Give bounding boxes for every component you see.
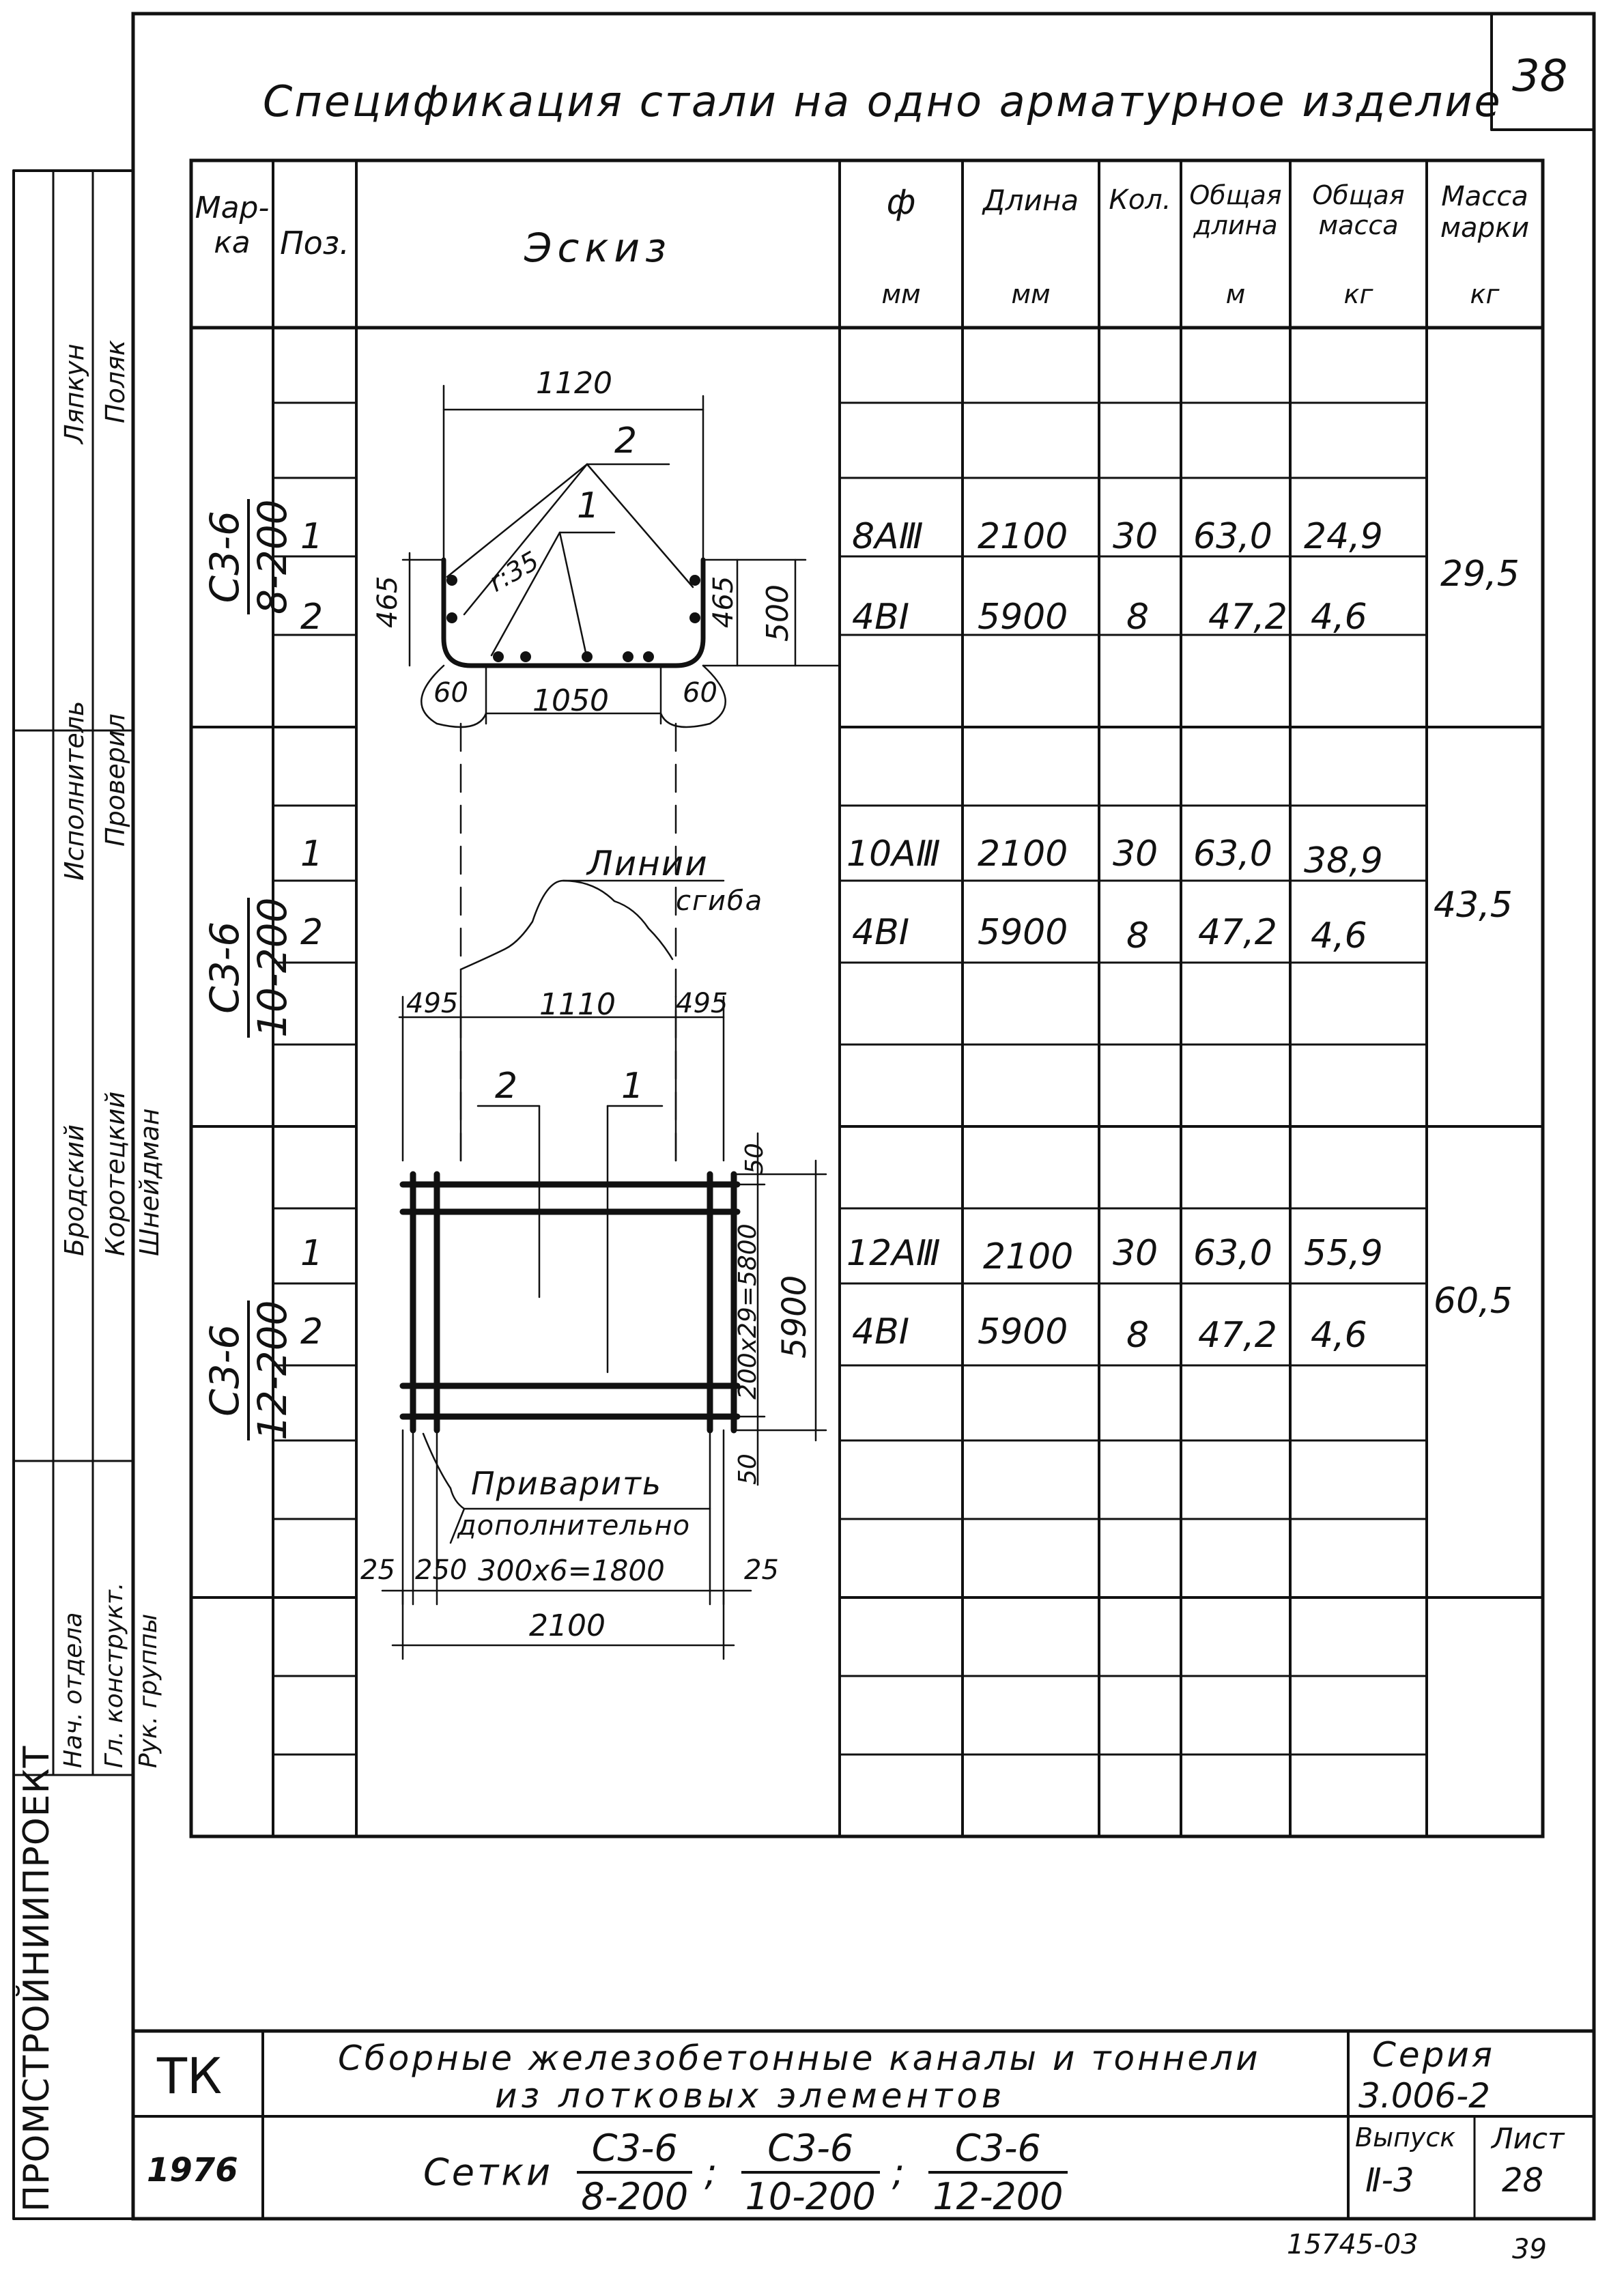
total-mass-cell: 4,6 <box>1311 915 1367 956</box>
total-mass-cell: 38,9 <box>1304 840 1383 881</box>
pos-cell: 1 <box>300 834 324 875</box>
diam-cell: 4ВI <box>852 597 910 638</box>
dim-2100: 2100 <box>529 1608 606 1643</box>
stamp-name-5: Поляк <box>100 340 130 423</box>
sheet-title: Сетки $\frac{С3-6}{8-200}$ ; $\frac{С3-6}{10-200}$ ; $\frac{С3-6}{12-200}$ <box>423 2127 1080 2218</box>
mark-bottom: 12-200 <box>249 1300 296 1440</box>
item-label: Сетки <box>423 2150 554 2194</box>
diam-cell: 8АⅢ <box>852 516 924 557</box>
header-length: Длина <box>982 184 1079 217</box>
dim-495-left: 495 <box>406 988 459 1019</box>
total-length-cell: 47,2 <box>1198 912 1277 953</box>
dim-60-left: 60 <box>433 677 468 709</box>
stamp-name-1: Бродский <box>59 1124 89 1256</box>
header-mark-mass: Масса марки <box>1440 181 1530 244</box>
mark-top: С3-6 <box>205 499 250 614</box>
total-length-cell: 63,0 <box>1193 1233 1272 1274</box>
radius-label: r:35 <box>483 545 544 598</box>
header-qty: Кол. <box>1109 184 1171 216</box>
mark-mass-cell: 43,5 <box>1434 885 1513 926</box>
year: 1976 <box>147 2151 238 2189</box>
header-total-length: Общая длина <box>1189 180 1282 240</box>
footer-page: 39 <box>1512 2234 1547 2265</box>
header-total-mass: Общая масса <box>1312 180 1405 240</box>
weld-note-1: Приварить <box>471 1465 662 1502</box>
f3-top: С3-6 <box>928 2127 1067 2174</box>
f1-bottom: 8-200 <box>581 2175 689 2218</box>
header-diam-unit: мм <box>881 279 921 309</box>
mark-mass-cell: 60,5 <box>1434 1281 1513 1322</box>
org-name: ПРОМСТРОЙНИИПРОЕКТ <box>16 1745 57 2212</box>
bend-lines-label-2: сгиба <box>676 885 764 917</box>
f2-top: С3-6 <box>741 2127 880 2174</box>
diam-cell: 12АⅢ <box>846 1233 941 1274</box>
label-1: 1 <box>577 485 600 526</box>
dim-5900: 5900 <box>775 1275 814 1359</box>
dim-300x6: 300x6=1800 <box>478 1554 665 1587</box>
bend-lines-label: Линии <box>587 844 709 883</box>
mark-top: С3-6 <box>205 898 250 1038</box>
page-number: 38 <box>1512 51 1568 102</box>
stamp-role-3: Рук. группы <box>134 1613 162 1768</box>
dim-1120: 1120 <box>536 366 612 401</box>
dim-25-right: 25 <box>744 1554 779 1586</box>
issue-value: Ⅱ-3 <box>1365 2161 1414 2200</box>
total-mass-cell: 24,9 <box>1304 516 1383 557</box>
dim-50-bottom: 50 <box>734 1453 762 1485</box>
header-length-unit: мм <box>1011 279 1051 309</box>
pos-cell: 1 <box>300 516 324 557</box>
qty-cell: 30 <box>1113 516 1158 557</box>
org-code: ТК <box>157 2047 223 2105</box>
pos-cell: 1 <box>300 1233 324 1274</box>
header-mark-mass-unit: кг <box>1470 279 1500 309</box>
fraction-2 <box>741 2127 880 2218</box>
fraction-1 <box>577 2127 692 2218</box>
total-length-cell: 63,0 <box>1193 834 1272 875</box>
mark-bottom: 8-200 <box>249 499 296 614</box>
stamp-role-2: Гл. конструкт. <box>100 1582 128 1768</box>
stamp-role-checked: Проверил <box>100 713 130 847</box>
weld-note-2: дополнительно <box>457 1510 691 1542</box>
sheet-label: Лист <box>1492 2122 1565 2155</box>
dim-500: 500 <box>760 584 795 642</box>
sheet-value: 28 <box>1502 2161 1544 2200</box>
dim-465-right: 465 <box>708 576 739 628</box>
length-cell: 5900 <box>978 1311 1068 1352</box>
label-2: 2 <box>614 421 638 461</box>
dim-25-left: 25 <box>360 1554 395 1586</box>
page-title: Спецификация стали на одно арматурное изделие <box>263 76 1502 126</box>
header-total-mass-unit: кг <box>1343 279 1373 309</box>
plan-label-2: 2 <box>495 1066 518 1107</box>
qty-cell: 8 <box>1126 915 1150 956</box>
series-value: 3.006-2 <box>1358 2076 1490 2116</box>
plan-label-1: 1 <box>621 1066 644 1107</box>
project-title-line-2: из лотковых элементов <box>495 2076 1006 2116</box>
pos-cell: 2 <box>300 597 324 638</box>
header-diam: ф <box>886 182 916 222</box>
total-length-cell: 47,2 <box>1208 597 1287 638</box>
diam-cell: 4ВI <box>852 912 910 953</box>
project-title-line-1: Сборные железобетонные каналы и тоннели <box>338 2039 1261 2078</box>
dim-50-top: 50 <box>741 1143 769 1174</box>
qty-cell: 8 <box>1126 597 1150 638</box>
pos-cell: 2 <box>300 1311 324 1352</box>
mark-top: С3-6 <box>205 1301 250 1440</box>
mark-group-1 <box>201 499 296 614</box>
f2-bottom: 10-200 <box>745 2175 876 2218</box>
header-sketch: Эскиз <box>524 225 672 271</box>
total-length-cell: 63,0 <box>1193 516 1272 557</box>
dim-1050: 1050 <box>532 683 609 718</box>
f1-top: С3-6 <box>577 2127 692 2174</box>
stamp-name-2: Коротецкий <box>100 1091 130 1256</box>
dim-495-right: 495 <box>676 988 728 1019</box>
stamp-role-1: Нач. отдела <box>59 1612 87 1768</box>
length-cell: 2100 <box>983 1236 1074 1277</box>
qty-cell: 30 <box>1113 1233 1158 1274</box>
header-total-length-unit: м <box>1225 279 1246 309</box>
pos-cell: 2 <box>300 912 324 953</box>
total-mass-cell: 4,6 <box>1311 1315 1367 1356</box>
stamp-name-4: Ляпкун <box>59 343 89 444</box>
header-pos: Поз. <box>280 225 350 261</box>
dim-250: 250 <box>415 1554 468 1586</box>
qty-cell: 8 <box>1126 1315 1150 1356</box>
diam-cell: 10АⅢ <box>846 834 941 875</box>
doc-number: 15745-03 <box>1287 2229 1419 2260</box>
dim-1110: 1110 <box>539 987 616 1022</box>
series-label: Серия <box>1372 2035 1495 2075</box>
stamp-name-3: Шнейдман <box>134 1108 165 1256</box>
total-length-cell: 47,2 <box>1198 1315 1277 1356</box>
mark-group-3 <box>201 1300 296 1440</box>
issue-label: Выпуск <box>1355 2122 1456 2153</box>
length-cell: 2100 <box>978 834 1068 875</box>
length-cell: 2100 <box>978 516 1068 557</box>
dim-200x29: 200x29=5800 <box>734 1223 762 1400</box>
stamp-role-executor: Исполнитель <box>59 700 89 881</box>
length-cell: 5900 <box>978 597 1068 638</box>
mark-group-2 <box>201 897 296 1038</box>
mark-mass-cell: 29,5 <box>1440 554 1520 595</box>
f3-bottom: 12-200 <box>932 2175 1064 2218</box>
mark-bottom: 10-200 <box>249 897 296 1038</box>
diam-cell: 4ВI <box>852 1311 910 1352</box>
fraction-3 <box>928 2127 1067 2218</box>
dim-60-right: 60 <box>683 677 717 709</box>
qty-cell: 30 <box>1113 834 1158 875</box>
header-mark: Мар-ка <box>195 190 270 260</box>
total-mass-cell: 4,6 <box>1311 597 1367 638</box>
length-cell: 5900 <box>978 912 1068 953</box>
total-mass-cell: 55,9 <box>1304 1233 1383 1274</box>
dim-465-left: 465 <box>372 576 403 628</box>
